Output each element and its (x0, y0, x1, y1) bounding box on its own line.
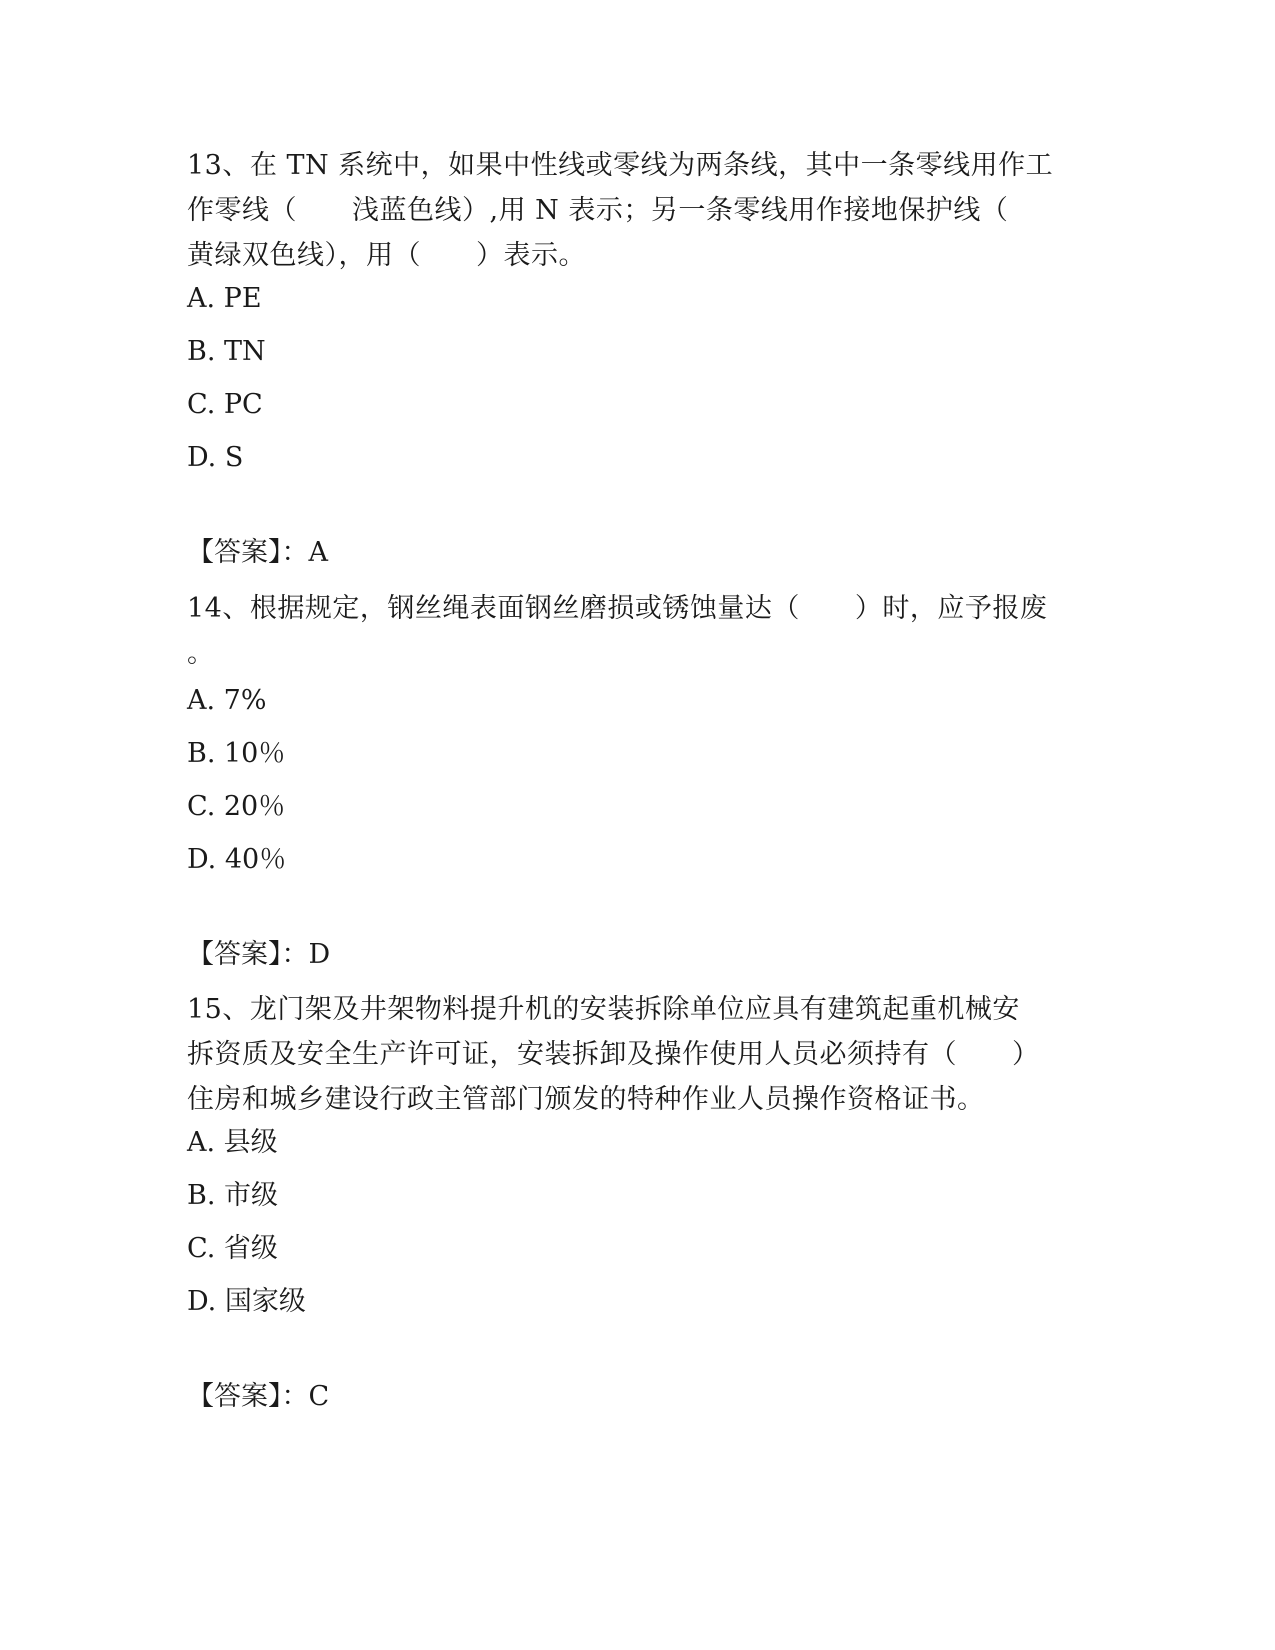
question-14-option-c: C. 20％ (187, 791, 286, 822)
question-15-line-1: 15、龙门架及井架物料提升机的安装拆除单位应具有建筑起重机械安 (187, 994, 1020, 1025)
question-13-text (187, 143, 1087, 278)
question-15-text (187, 987, 1087, 1122)
question-14-line-1: 14、根据规定，钢丝绳表面钢丝磨损或锈蚀量达（ ）时，应予报废 (187, 593, 1048, 624)
question-13-option-b: B. TN (187, 336, 266, 367)
question-15-line-2: 拆资质及安全生产许可证，安装拆卸及操作使用人员必须持有（ ） (187, 1039, 1040, 1070)
question-13-line-1: 13、在 TN 系统中，如果中性线或零线为两条线，其中一条零线用作工 (187, 150, 1054, 181)
question-13-option-c: C. PC (187, 389, 263, 420)
question-13-option-a: A. PE (187, 283, 262, 314)
question-14-answer: 【答案】：D (187, 939, 331, 970)
question-13-answer: 【答案】：A (187, 537, 328, 568)
question-15-option-c: C. 省级 (187, 1233, 278, 1264)
question-15-answer: 【答案】：C (187, 1381, 330, 1412)
question-14-line-2: 。 (187, 638, 215, 669)
question-14-text (187, 586, 1087, 676)
question-15-line-3: 住房和城乡建设行政主管部门颁发的特种作业人员操作资格证书。 (187, 1084, 985, 1115)
question-13-option-d: D. S (187, 442, 244, 473)
question-15-option-d: D. 国家级 (187, 1286, 306, 1317)
question-14-option-d: D. 40％ (187, 844, 287, 875)
question-13-line-2: 作零线（ 浅蓝色线）,用 N 表示；另一条零线用作接地保护线（ (187, 195, 1009, 226)
question-14-option-a: A. 7% (187, 685, 267, 716)
question-13-line-3: 黄绿双色线），用（ ）表示。 (187, 240, 586, 271)
question-15-option-b: B. 市级 (187, 1180, 279, 1211)
question-15-option-a: A. 县级 (187, 1127, 278, 1158)
question-14-option-b: B. 10％ (187, 738, 286, 769)
